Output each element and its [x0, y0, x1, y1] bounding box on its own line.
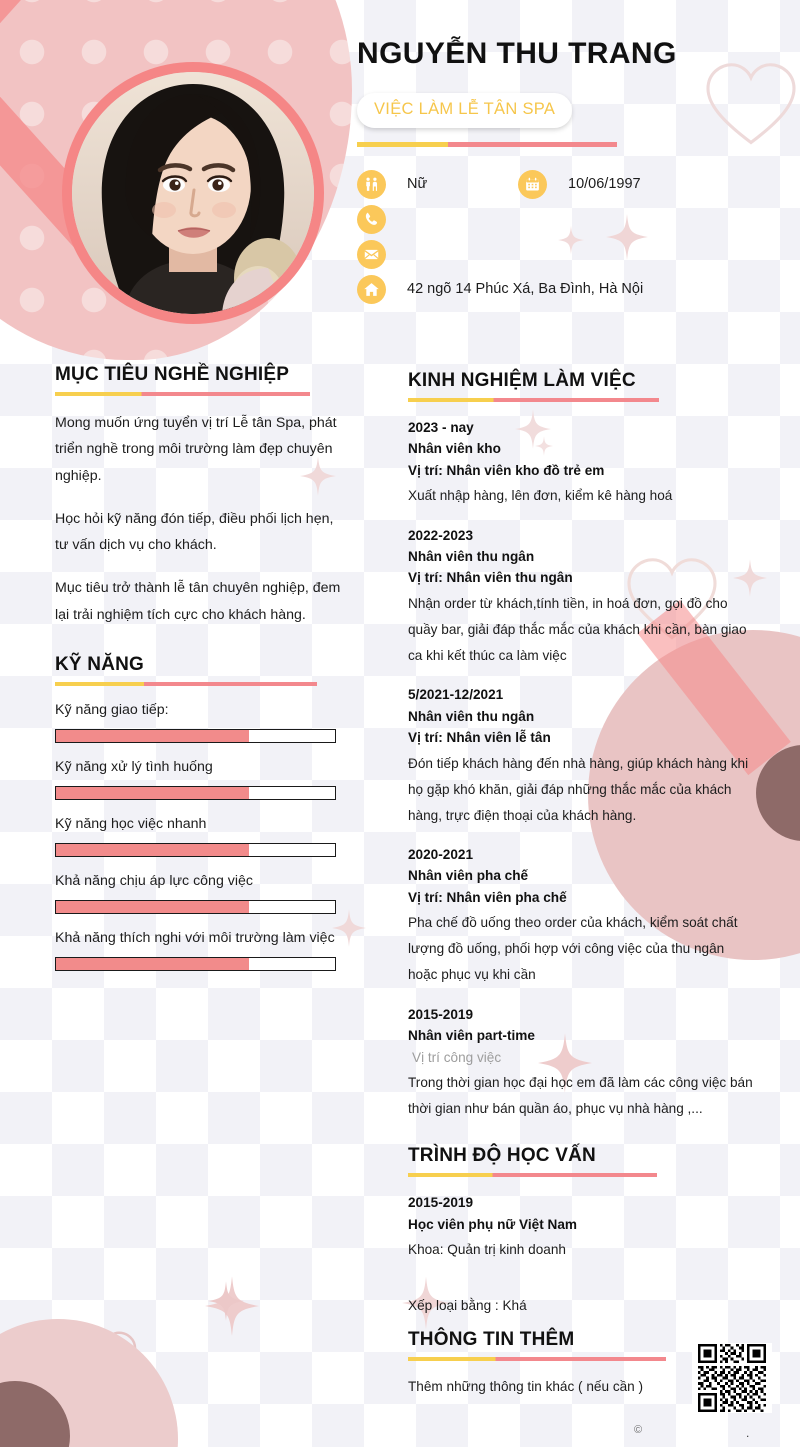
skill-bar-track — [55, 729, 336, 743]
objective-title: MỤC TIÊU NGHỀ NGHIỆP — [55, 364, 290, 385]
address-icon — [357, 275, 386, 304]
skill-bar-track — [55, 786, 336, 800]
skill-bar-track — [55, 900, 336, 914]
skill-label: Kỹ năng giao tiếp: — [55, 701, 169, 718]
skill-bar-track — [55, 957, 336, 971]
job-date: 2015-2019 — [408, 1006, 474, 1022]
skill-bar-fill — [56, 958, 249, 970]
skill-label: Kỹ năng học việc nhanh — [55, 815, 207, 832]
skill-bar-fill — [56, 901, 249, 913]
experience-item — [408, 525, 753, 670]
job-position-placeholder: Vị trí công việc — [412, 1049, 502, 1065]
experience-title: KINH NGHIỆM LÀM VIỆC — [408, 370, 636, 391]
profile-photo-ring — [62, 62, 324, 324]
skill-bar-fill — [56, 787, 249, 799]
objective-paragraph: Mong muốn ứng tuyển vị trí Lễ tân Spa, phát triển nghề trong môi trường làm đẹp chuyên nghiệp. — [55, 415, 337, 484]
job-position: Vị trí: Nhân viên lễ tân — [408, 730, 551, 746]
contact-row-phone — [357, 202, 767, 237]
profile-photo — [72, 72, 314, 314]
education-title: TRÌNH ĐỘ HỌC VẤN — [408, 1145, 596, 1167]
copyright-symbol: © — [634, 1424, 643, 1436]
objective-paragraph: Mục tiêu trở thành lễ tân chuyên nghiệp, đem lại trải nghiệm tích cực cho khách hàng. — [55, 580, 341, 623]
sparkle-icon — [208, 1280, 244, 1322]
extra-info-title: THÔNG TIN THÊM — [408, 1329, 575, 1351]
job-date: 2023 - nay — [408, 420, 474, 435]
skill-item — [55, 816, 346, 857]
experience-rule — [408, 398, 659, 402]
skill-label: Khả năng chịu áp lực công việc — [55, 872, 254, 889]
objective-paragraph: Học hỏi kỹ năng đón tiếp, điều phối lịch hẹn, tư vấn dịch vụ cho khách. — [55, 510, 334, 554]
email-icon — [357, 240, 386, 269]
objective-rule — [55, 392, 310, 396]
education-item — [408, 1192, 753, 1263]
skills-rule — [55, 682, 317, 686]
header-section — [357, 34, 767, 307]
job-date: 2022-2023 — [408, 527, 474, 543]
skill-label: Khả năng thích nghi với môi trường làm việc — [55, 929, 335, 946]
skill-item — [55, 759, 346, 800]
education-grade: Xếp loại bằng : Khá — [408, 1298, 527, 1314]
extra-info-text: Thêm những thông tin khác ( nếu cần ) — [408, 1379, 644, 1395]
skill-item — [55, 702, 346, 743]
skill-bar-track — [55, 843, 336, 857]
job-description: Đón tiếp khách hàng đến nhà hàng, giúp khách hàng khi họ gặp khó khăn, giải đáp những thắc mắc của khách hàng, trực điện thoại của khách hàng. — [408, 755, 749, 823]
job-description: Xuất nhập hàng, lên đơn, kiểm kê hàng hoá — [408, 488, 673, 504]
skills-title: KỸ NĂNG — [55, 653, 145, 675]
job-position: Vị trí: Nhân viên kho đồ trẻ em — [408, 462, 605, 478]
contact-row-address — [357, 272, 767, 307]
job-company: Nhân viên thu ngân — [408, 548, 535, 564]
contact-row-gender — [357, 167, 767, 202]
job-company: Nhân viên thu ngân — [408, 708, 535, 724]
skill-item — [55, 873, 346, 914]
left-column — [55, 364, 346, 971]
education-school: Học viên phụ nữ Việt Nam — [408, 1216, 577, 1232]
skill-label: Kỹ năng xử lý tình huống — [55, 758, 213, 775]
birthday-group — [518, 170, 678, 199]
experience-item — [408, 1004, 753, 1123]
job-title-badge: VIỆC LÀM LỄ TÂN SPA — [357, 93, 572, 128]
gender-value: Nữ — [407, 176, 428, 193]
phone-value — [407, 212, 517, 226]
gender-icon — [357, 170, 386, 199]
job-company: Nhân viên kho — [408, 441, 501, 457]
footer-dot: . — [746, 1426, 750, 1440]
objective-section — [55, 364, 346, 628]
email-value — [407, 247, 517, 261]
experience-item — [408, 684, 753, 829]
education-faculty: Khoa: Quản trị kinh doanh — [408, 1242, 566, 1258]
qr-code — [692, 1343, 772, 1413]
experience-item — [408, 417, 753, 510]
address-value: 42 ngõ 14 Phúc Xá, Ba Đình, Hà Nội — [407, 281, 644, 298]
page-title: NGUYỄN THU TRANG — [357, 37, 677, 70]
birthday-value: 10/06/1997 — [568, 176, 641, 193]
right-column — [408, 370, 753, 1394]
header-divider — [357, 142, 617, 147]
job-description: Trong thời gian học đại học em đã làm các công việc bán thời gian như bán quần áo, phục vụ nhà hàng ,... — [408, 1074, 753, 1117]
experience-section — [408, 370, 753, 1122]
contact-list — [357, 167, 767, 307]
education-date: 2015-2019 — [408, 1195, 474, 1211]
job-position: Vị trí: Nhân viên pha chế — [408, 889, 567, 905]
job-position: Vị trí: Nhân viên thu ngân — [408, 570, 573, 586]
phone-icon — [357, 205, 386, 234]
job-date: 5/2021-12/2021 — [408, 687, 504, 703]
education-section — [408, 1145, 753, 1313]
skill-bar-fill — [56, 730, 249, 742]
job-description: Nhận order từ khách,tính tiền, in hoá đơn, gọi đồ cho quầy bar, giải đáp thắc mắc của khách khi cần, bàn giao ca khi kết thúc ca làm việc — [408, 595, 747, 664]
contact-row-email — [357, 237, 767, 272]
education-rule — [408, 1173, 657, 1177]
skill-bar-fill — [56, 844, 249, 856]
job-date: 2020-2021 — [408, 846, 474, 862]
job-company: Nhân viên part-time — [408, 1028, 535, 1044]
skills-section — [55, 654, 346, 971]
experience-item — [408, 844, 753, 989]
calendar-icon — [518, 170, 547, 199]
skill-item — [55, 930, 346, 971]
extra-info-rule — [408, 1357, 666, 1361]
job-description: Pha chế đồ uống theo order của khách, kiểm soát chất lượng đồ uống, phối hợp với công việc của thu ngân hoặc phục vụ khi cần — [408, 915, 738, 983]
job-company: Nhân viên pha chế — [408, 868, 529, 884]
